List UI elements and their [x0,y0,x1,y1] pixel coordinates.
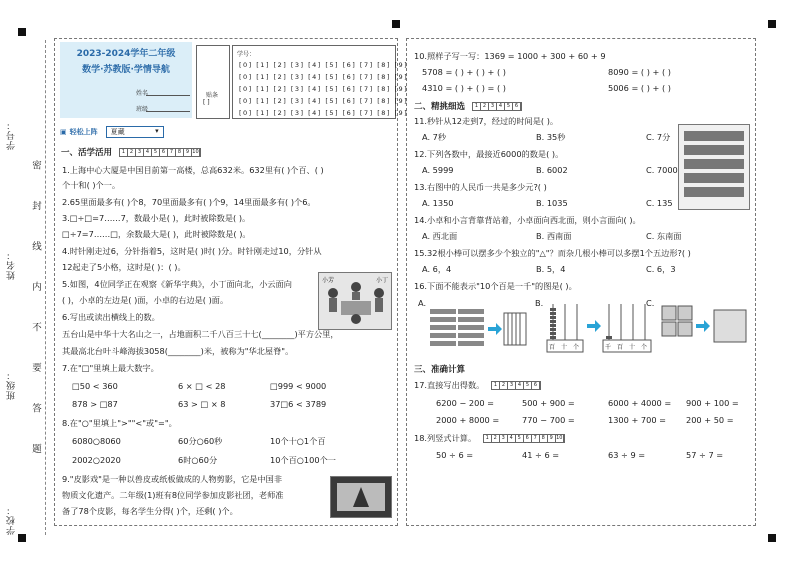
book-icon: ▣ [60,128,67,136]
seal-line [45,40,46,535]
q10-row: 5708 = ( ) + ( ) + ( ) [422,67,507,77]
shadow-puppet-picture [330,476,392,518]
question-6-line1: 五台山是中华十大名山之一，占地面积二千八百三十七(________)平方公里， [62,329,339,339]
question-8: 8.在"○"里填上">""<"或"="。 [62,418,177,428]
option-c[interactable]: C. 135 [646,198,673,208]
calc-item: 900 + 100 = [686,398,739,408]
q8-item: 10个十○1个百 [270,436,326,446]
option-a[interactable]: A. 1350 [422,198,454,208]
question-18-text: 18.列竖式计算。 [414,433,477,443]
q10-row: 8090 = ( ) + ( ) [608,67,671,77]
level-select[interactable] [106,126,164,138]
q7-item: □999 < 9000 [270,381,327,391]
option-b[interactable]: B. [535,298,544,308]
abacus-label: 个 [641,344,648,351]
corner-mark [392,20,400,28]
puppet-icon [331,477,391,517]
calc-item: 2000 + 8000 = [436,415,500,425]
option-a[interactable]: A. 6，4 [422,264,452,274]
calc-item: 770 − 700 = [522,415,575,425]
question-15: 15.32根小棒可以摆多少个独立的"△"？而杂几根小棒可以多摆1个五边形?( ) [414,248,691,258]
option-b[interactable]: B. 35秒 [536,132,566,142]
question-5: 5.如图，4位同学正在观察《新华字典》，小丁面向北，小云面向 [62,279,292,289]
question-1: 1.上海中心大厦是中国目前第一高楼，总高632米。632里有( )个百、( ) [62,165,324,175]
option-c[interactable]: C. 7000 [646,165,678,175]
division-item: 57 ÷ 7 = [686,450,724,460]
question-1-cont: 个十和( )个一。 [62,180,121,190]
sidebar-school: 学校： [7,505,17,535]
option-b[interactable]: B. 1035 [536,198,568,208]
score-cells: 1 2 3 4 5 6 [491,381,541,390]
option-b[interactable]: B. 6002 [536,165,568,175]
abacus-label: 十 [561,344,568,351]
question-3-cont: □÷7=7……□，余数最大是( )，此时被除数是( )。 [62,229,251,239]
option-a-sticks-diagram [428,305,528,355]
chevron-down-icon: ▾ [155,127,159,135]
question-17-text: 17.直接写出得数。 [414,380,485,390]
seat-box [196,45,230,119]
q7-item: □50 < 360 [72,381,118,391]
question-6: 6.写出或读出横线上的数。 [62,312,160,322]
pic-caption: 小丁 [375,277,388,284]
level-select-value: 夏藏 [110,128,125,136]
children-illustration [319,273,391,329]
class-label: 班级 [136,106,149,113]
division-item: 63 ÷ 9 = [608,450,646,460]
corner-mark [18,534,26,542]
option-c[interactable]: C. 7分 [646,132,671,142]
question-13: 13.右图中的人民币一共是多少元?( ) [414,182,547,192]
corner-mark [768,20,776,28]
seal-line-text: 密 封 线 内 不 要 答 题 [30,160,41,468]
option-a[interactable]: A. 5999 [422,165,454,175]
sidebar-name: 姓名： [7,250,17,280]
exam-id-grid [232,45,409,119]
subject-title: 数学·苏教版·学情导航 [82,65,170,75]
q10-row: 5006 = ( ) + ( ) [608,83,671,93]
question-14: 14.小卓和小言背靠背站着，小卓面向西北面，则小言面向( )。 [414,215,641,225]
section-title-text: 三、准确计算 [414,365,466,375]
q8-item: 60分○60秒 [178,436,223,446]
header-banner [60,42,192,118]
q8-item: 6080○8060 [72,436,121,446]
option-c-cubes-diagram [660,302,750,352]
question-7: 7.在"□"里填上最大数字。 [62,363,159,373]
question-4-cont: 12起走了5小格，这时是( )：( )。 [62,262,186,272]
abacus-label: 百 [549,344,556,351]
q8-item: 2002○2020 [72,455,121,465]
section-tag [60,126,164,138]
option-a[interactable]: A. 7秒 [422,132,447,142]
section-title-2 [414,100,522,112]
section-title-3 [414,363,465,375]
money-icon [679,125,749,209]
option-a[interactable]: A. 西北面 [422,231,458,241]
division-item: 41 ÷ 6 = [522,450,560,460]
option-b[interactable]: B. 5，4 [536,264,566,274]
seat-label: 贴条 [206,92,219,99]
abacus-label: 个 [573,344,580,351]
q10-row: 4310 = ( ) + ( ) = ( ) [422,83,507,93]
class-line[interactable] [146,111,190,112]
q7-item: 6 × □ < 28 [178,381,226,391]
section-title-text: 一、活学活用 [61,148,113,158]
calc-item: 6000 + 4000 = [608,398,672,408]
question-11: 11.秒针从12走到7，经过的时间是( )。 [414,116,559,126]
question-3: 3.□÷□=7……7，数最小是( )，此时被除数是( )。 [62,213,251,223]
question-9: 9."皮影戏"是一种以兽皮或纸板做成的人物剪影，它是中国非 [62,474,283,484]
option-b[interactable]: B. 西南面 [536,231,572,241]
calc-item: 500 + 900 = [522,398,575,408]
question-5-cont: ( )，小卓的左边是( )面，小卓的右边是( )面。 [62,295,229,305]
question-12: 12.下列各数中，最接近6000的数是( )。 [414,149,564,159]
seat-bracket: [ ] [203,99,210,106]
name-label: 姓名 [136,90,149,97]
calc-item: 1300 + 700 = [608,415,666,425]
q7-item: 63 > □ × 8 [178,399,226,409]
calc-item: 6200 − 200 = [436,398,494,408]
digit-row[interactable]: [0] [1] [2] [3] [4] [5] [6] [7] [8] [9] [239,85,409,93]
question-16: 16.下面不能表示"10个百是一千"的图是( )。 [414,281,577,291]
sidebar-class: 班级： [7,370,17,400]
q7-item: 878 > □87 [72,399,118,409]
option-a[interactable]: A. [418,298,427,308]
section-title-text: 二、精挑细选 [414,102,466,112]
corner-mark [18,28,26,36]
option-c[interactable]: C. 6，3 [646,264,676,274]
digit-row[interactable]: [0] [1] [2] [3] [4] [5] [6] [7] [8] [9] [239,97,409,105]
digit-row[interactable]: [0] [1] [2] [3] [4] [5] [6] [7] [8] [9] [239,73,409,81]
classroom-picture [318,272,392,330]
banknotes-picture [678,124,750,210]
abacus-label: 千 [605,344,612,351]
question-18 [414,433,565,443]
abacus-label: 百 [617,344,624,351]
q8-item: 6时○60分 [178,455,218,465]
digit-row[interactable]: [0] [1] [2] [3] [4] [5] [6] [7] [8] [9] [239,61,409,69]
question-9-cont: 物质文化遗产。二年级(1)班有8位同学参加皮影社团，老师准 [62,490,284,500]
year-title: 2023-2024学年二年级 [76,49,176,59]
exam-id-label: 学号： [237,51,256,58]
score-cells: 1 2 3 4 5 6 7 8 9 10 [119,148,201,157]
option-c[interactable]: C. [646,298,655,308]
sidebar-number: 学号： [7,120,17,150]
section-title-1 [61,146,201,158]
abacus-label: 十 [629,344,636,351]
option-b-abacus-diagram [545,300,655,360]
pic-caption: 小芳 [322,277,335,284]
q8-item: 10个百○100个一 [270,455,336,465]
section-tag-label: 轻松上阵 [69,128,98,136]
question-10: 10.照样子写一写：1369 = 1000 + 300 + 60 + 9 [414,51,606,61]
digit-row[interactable]: [0] [1] [2] [3] [4] [5] [6] [7] [8] [9] [239,109,409,117]
name-line[interactable] [146,95,190,96]
question-4: 4.时针刚走过6，分针指着5，这时是( )时( )分。时针刚走过10，分针从 [62,246,322,256]
corner-mark [768,534,776,542]
option-c[interactable]: C. 东南面 [646,231,682,241]
division-item: 50 ÷ 6 = [436,450,474,460]
question-9-cont: 备了78个皮影，每名学生分得( )个，还剩( )个。 [62,506,238,516]
score-cells: 1 2 3 4 5 6 [472,102,522,111]
score-cells: 1 2 3 4 5 6 7 8 9 10 [483,434,565,443]
question-6-line2: 其最高北台叶斗峰海拔3058(________)米，被称为"华北屋脊"。 [62,346,294,356]
question-2: 2.65里面最多有( )个8，70里面最多有( )个9，14里面最多有( )个6。 [62,197,316,207]
calc-item: 200 + 50 = [686,415,734,425]
q7-item: 37□6 < 3789 [270,399,327,409]
question-17 [414,380,541,390]
